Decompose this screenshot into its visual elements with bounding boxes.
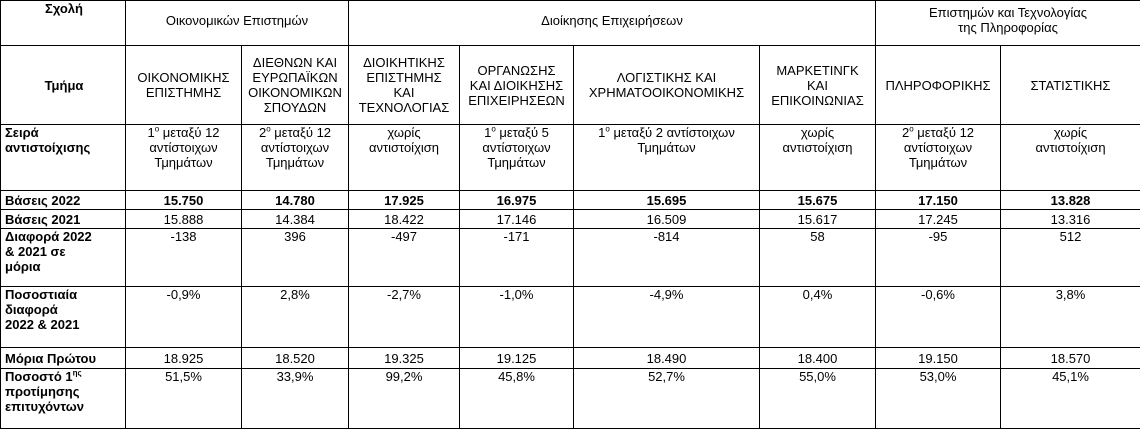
school-informatics: Επιστημών και Τεχνολογίας της Πληροφορίας: [876, 1, 1140, 46]
dept-management-science: ΔΙΟΙΚΗΤΙΚΗΣ ΕΠΙΣΤΗΜΗΣ ΚΑΙ ΤΕΧΝΟΛΟΓΙΑΣ: [349, 46, 460, 125]
dept-economics: ΟΙΚΟΝΟΜΙΚΗΣ ΕΠΙΣΤΗΜΗΣ: [126, 46, 242, 125]
value-cell: 52,7%: [574, 369, 760, 429]
value-cell: 18.925: [126, 348, 242, 369]
value-cell: 17.146: [460, 210, 574, 229]
value-cell: 55,0%: [760, 369, 876, 429]
value-cell: 19.150: [876, 348, 1001, 369]
row-label: Ποσοστιαία διαφορά 2022 & 2021: [1, 287, 126, 348]
value-cell: 18.490: [574, 348, 760, 369]
value-cell: 15.695: [574, 191, 760, 210]
order-cell: χωρίς αντιστοίχιση: [760, 125, 876, 191]
value-cell: 17.925: [349, 191, 460, 210]
order-cell: χωρίς αντιστοίχιση: [349, 125, 460, 191]
row-label: Διαφορά 2022 & 2021 σε μόρια: [1, 229, 126, 287]
school-economics: Οικονομικών Επιστημών: [126, 1, 349, 46]
value-cell: 15.750: [126, 191, 242, 210]
value-cell: -1,0%: [460, 287, 574, 348]
order-cell: χωρίς αντιστοίχιση: [1001, 125, 1140, 191]
department-label: Τμήμα: [1, 46, 126, 125]
value-cell: 99,2%: [349, 369, 460, 429]
order-cell: $2^o$ μεταξύ 12 αντίστοιχων Τμημάτων: [876, 125, 1001, 191]
value-cell: 45,8%: [460, 369, 574, 429]
value-cell: 15.888: [126, 210, 242, 229]
school-label: Σχολή: [1, 1, 126, 46]
value-cell: 17.245: [876, 210, 1001, 229]
first-points-row: [1, 348, 1140, 369]
value-cell: 17.150: [876, 191, 1001, 210]
school-business: Διοίκησης Επιχειρήσεων: [349, 1, 876, 46]
value-cell: 15.675: [760, 191, 876, 210]
value-cell: 18.422: [349, 210, 460, 229]
bases-2022-row: [1, 191, 1140, 210]
value-cell: -95: [876, 229, 1001, 287]
value-cell: 53,0%: [876, 369, 1001, 429]
first-pref-row: [1, 369, 1140, 429]
dept-accounting-finance: ΛΟΓΙΣΤΙΚΗΣ ΚΑΙ ΧΡΗΜΑΤΟΟΙΚΟΝΟΜΙΚΗΣ: [574, 46, 760, 125]
value-cell: 16.509: [574, 210, 760, 229]
dept-business-administration: ΟΡΓΑΝΩΣΗΣ ΚΑΙ ΔΙΟΙΚΗΣΗΣ ΕΠΙΧΕΙΡΗΣΕΩΝ: [460, 46, 574, 125]
value-cell: 0,4%: [760, 287, 876, 348]
value-cell: -0,6%: [876, 287, 1001, 348]
value-cell: 396: [242, 229, 349, 287]
value-cell: 19.325: [349, 348, 460, 369]
value-cell: -171: [460, 229, 574, 287]
value-cell: 16.975: [460, 191, 574, 210]
value-cell: 512: [1001, 229, 1140, 287]
value-cell: 14.780: [242, 191, 349, 210]
school-row: [1, 1, 1140, 46]
value-cell: 58: [760, 229, 876, 287]
dept-statistics: ΣΤΑΤΙΣΤΙΚΗΣ: [1001, 46, 1140, 125]
value-cell: 33,9%: [242, 369, 349, 429]
value-cell: 14.384: [242, 210, 349, 229]
value-cell: 18.400: [760, 348, 876, 369]
value-cell: -4,9%: [574, 287, 760, 348]
value-cell: 2,8%: [242, 287, 349, 348]
value-cell: 19.125: [460, 348, 574, 369]
value-cell: 18.520: [242, 348, 349, 369]
dept-marketing: ΜΑΡΚΕΤΙΝΓΚ ΚΑΙ ΕΠΙΚΟΙΝΩΝΙΑΣ: [760, 46, 876, 125]
row-label: Βάσεις 2021: [1, 210, 126, 229]
order-cell: $1^o$ μεταξύ 12 αντίστοιχων Τμημάτων: [126, 125, 242, 191]
value-cell: -138: [126, 229, 242, 287]
value-cell: 15.617: [760, 210, 876, 229]
diff-points-row: [1, 229, 1140, 287]
value-cell: -0,9%: [126, 287, 242, 348]
value-cell: 51,5%: [126, 369, 242, 429]
order-cell: $1^o$ μεταξύ 2 αντίστοιχων Τμημάτων: [574, 125, 760, 191]
dept-informatics: ΠΛΗΡΟΦΟΡΙΚΗΣ: [876, 46, 1001, 125]
bases-2021-row: [1, 210, 1140, 229]
department-row: [1, 46, 1140, 125]
value-cell: -497: [349, 229, 460, 287]
dept-international-european: ΔΙΕΘΝΩΝ ΚΑΙ ΕΥΡΩΠΑΪΚΩΝ ΟΙΚΟΝΟΜΙΚΩΝ ΣΠΟΥΔΩΝ: [242, 46, 349, 125]
value-cell: 18.570: [1001, 348, 1140, 369]
value-cell: 13.316: [1001, 210, 1140, 229]
value-cell: 45,1%: [1001, 369, 1140, 429]
diff-percent-row: [1, 287, 1140, 348]
value-cell: 13.828: [1001, 191, 1140, 210]
row-label: Βάσεις 2022: [1, 191, 126, 210]
value-cell: 3,8%: [1001, 287, 1140, 348]
value-cell: -2,7%: [349, 287, 460, 348]
row-label: Μόρια Πρώτου: [1, 348, 126, 369]
row-label: Ποσοστό $1^{\eta\varsigma}$ προτίμησης επιτυχόντων: [1, 369, 126, 429]
order-cell: $2^o$ μεταξύ 12 αντίστοιχων Τμημάτων: [242, 125, 349, 191]
order-cell: $1^o$ μεταξύ 5 αντίστοιχων Τμημάτων: [460, 125, 574, 191]
order-label: Σειρά αντιστοίχισης: [1, 125, 126, 191]
order-row: [1, 125, 1140, 191]
value-cell: -814: [574, 229, 760, 287]
